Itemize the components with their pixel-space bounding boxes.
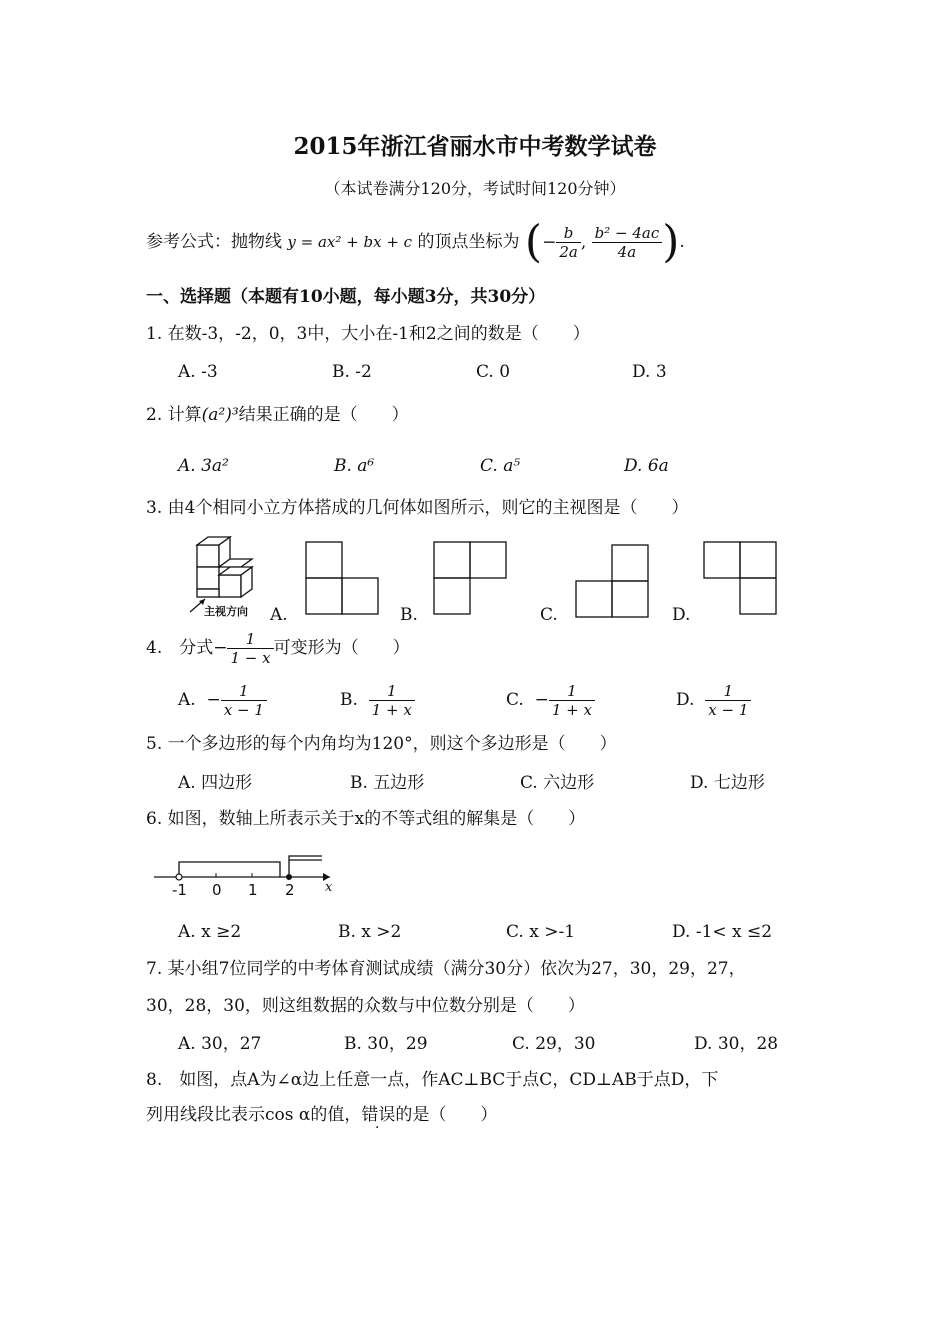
parabola-equation: y = ax² + bx + c — [287, 233, 413, 251]
q4-c-minus: − — [534, 690, 549, 710]
q7-option-c: C. 29，30 — [512, 1034, 596, 1054]
left-paren: ( — [524, 216, 543, 268]
q1-stem: 1. 在数-3，-2，0，3中，大小在-1和2之间的数是（ ） — [146, 324, 590, 344]
closed-point-2 — [286, 874, 292, 880]
q7-stem-line1: 7. 某小组7位同学的中考体育测试成绩（满分30分）依次为27，30，29，27， — [146, 959, 746, 979]
q2-option-c: C. a⁵ — [480, 456, 521, 476]
q6-option-d: D. -1< x ≤2 — [672, 922, 773, 942]
q7-option-a: A. 30，27 — [178, 1034, 262, 1054]
q3-stem: 3. 由4个相同小立方体搭成的几何体如图所示，则它的主视图是（ ） — [146, 498, 689, 518]
vertex-x-denominator: 2a — [559, 243, 578, 261]
tick-label-neg1: -1 — [172, 881, 187, 899]
q3-option-a: A. — [270, 605, 288, 625]
q5-stem: 5. 一个多边形的每个内角均为120°，则这个多边形是（ ） — [146, 734, 617, 754]
q4-b-den: 1 + x — [371, 701, 412, 719]
q4-minus: − — [213, 638, 228, 658]
reference-formula: 参考公式：抛物线 y = ax² + bx + c 的顶点坐标为 (− $\frac{b}{2a}$ , $\frac{\text{b² − 4ac}}{4a}$ ). — [146, 216, 685, 268]
section-heading: 一、选择题（本题有10小题，每小题3分，共30分） — [146, 287, 546, 307]
q3-option-d: D. — [672, 605, 691, 625]
q4-numerator: 1 — [227, 630, 273, 649]
q5-option-d: D. 七边形 — [690, 773, 765, 793]
q2-stem-post: 结果正确的是（ ） — [238, 405, 409, 425]
tick-label-1: 1 — [248, 881, 258, 899]
q7-stem-line2: 30，28，30，则这组数据的众数与中位数分别是（ ） — [146, 996, 585, 1016]
q4-b-label: B. — [340, 690, 358, 710]
tick-label-0: 0 — [212, 881, 222, 899]
q8-emphasis-wrong: 错误 — [361, 1105, 396, 1125]
q7-option-d: D. 30，28 — [694, 1034, 779, 1054]
view-direction-label: 主视方向 — [204, 605, 248, 618]
exam-subtitle: （本试卷满分120分，考试时间120分钟） — [324, 179, 626, 198]
q6-option-a: A. x ≥2 — [178, 922, 242, 942]
open-point-neg1 — [176, 874, 182, 880]
q5-option-b: B. 五边形 — [350, 773, 425, 793]
q4-b-num: 1 — [369, 682, 415, 701]
q4-a-label: A. — [178, 690, 196, 710]
formula-end: . — [679, 232, 685, 252]
q1-option-c: C. 0 — [476, 362, 511, 382]
q7-option-b: B. 30，29 — [344, 1034, 428, 1054]
right-paren: ) — [662, 216, 680, 268]
q6-option-c: C. x >-1 — [506, 922, 576, 942]
q3-option-c: C. — [540, 605, 558, 625]
vertex-y-numerator: b² − 4ac — [592, 224, 663, 243]
q2-option-d: D. 6a — [624, 456, 669, 476]
page-title: 2015年浙江省丽水市中考数学试卷 — [293, 133, 657, 160]
axis-label-x: x — [325, 880, 333, 895]
q4-d-num: 1 — [705, 682, 751, 701]
solution-bracket-1 — [179, 862, 280, 877]
q8-stem-line2 — [146, 1105, 497, 1125]
tick-label-2: 2 — [285, 881, 295, 899]
formula-prefix: 参考公式：抛物线 — [146, 232, 282, 252]
q2-option-a: A. 3a² — [178, 456, 229, 476]
q8-line2-post: 的是（ ） — [395, 1105, 498, 1125]
q6-option-b: B. x >2 — [338, 922, 402, 942]
q8-line2-pre: 列用线段比表示cos α的值， — [146, 1105, 362, 1125]
q1-option-b: B. -2 — [332, 362, 372, 382]
q5-option-a: A. 四边形 — [178, 773, 253, 793]
formula-mid: 的顶点坐标为 — [417, 232, 520, 252]
q4-a-den: x − 1 — [223, 701, 264, 719]
q4-d-den: x − 1 — [708, 701, 749, 719]
q4-c-num: 1 — [549, 682, 595, 701]
q8-stem-line1: 8. 如图，点A为∠α边上任意一点，作AC⊥BC于点C，CD⊥AB于点D，下 — [146, 1070, 719, 1090]
q2-option-b: B. a⁶ — [334, 456, 375, 476]
q5-option-c: C. 六边形 — [520, 773, 595, 793]
q4-c-label: C. — [506, 690, 524, 710]
q4-a-num: 1 — [221, 682, 267, 701]
q4-stem-post: 可变形为（ ） — [273, 638, 410, 658]
q2-stem-pre: 2. 计算 — [146, 405, 202, 425]
q3-option-b: B. — [400, 605, 418, 625]
solution-bracket-2 — [289, 856, 322, 877]
q2-expression: (a²)³ — [201, 405, 239, 425]
q4-stem-pre: 4. 分式 — [146, 638, 214, 658]
vertex-y-denominator: 4a — [617, 243, 637, 261]
q1-option-d: D. 3 — [632, 362, 667, 382]
q4-c-den: 1 + x — [551, 701, 592, 719]
vertex-x-numerator: b — [556, 224, 581, 243]
q6-stem: 6. 如图，数轴上所表示关于x的不等式组的解集是（ ） — [146, 809, 586, 829]
q4-denominator: 1 − x — [230, 649, 271, 667]
q1-option-a: A. -3 — [178, 362, 218, 382]
q4-a-minus: − — [206, 690, 221, 710]
q4-d-label: D. — [676, 690, 695, 710]
